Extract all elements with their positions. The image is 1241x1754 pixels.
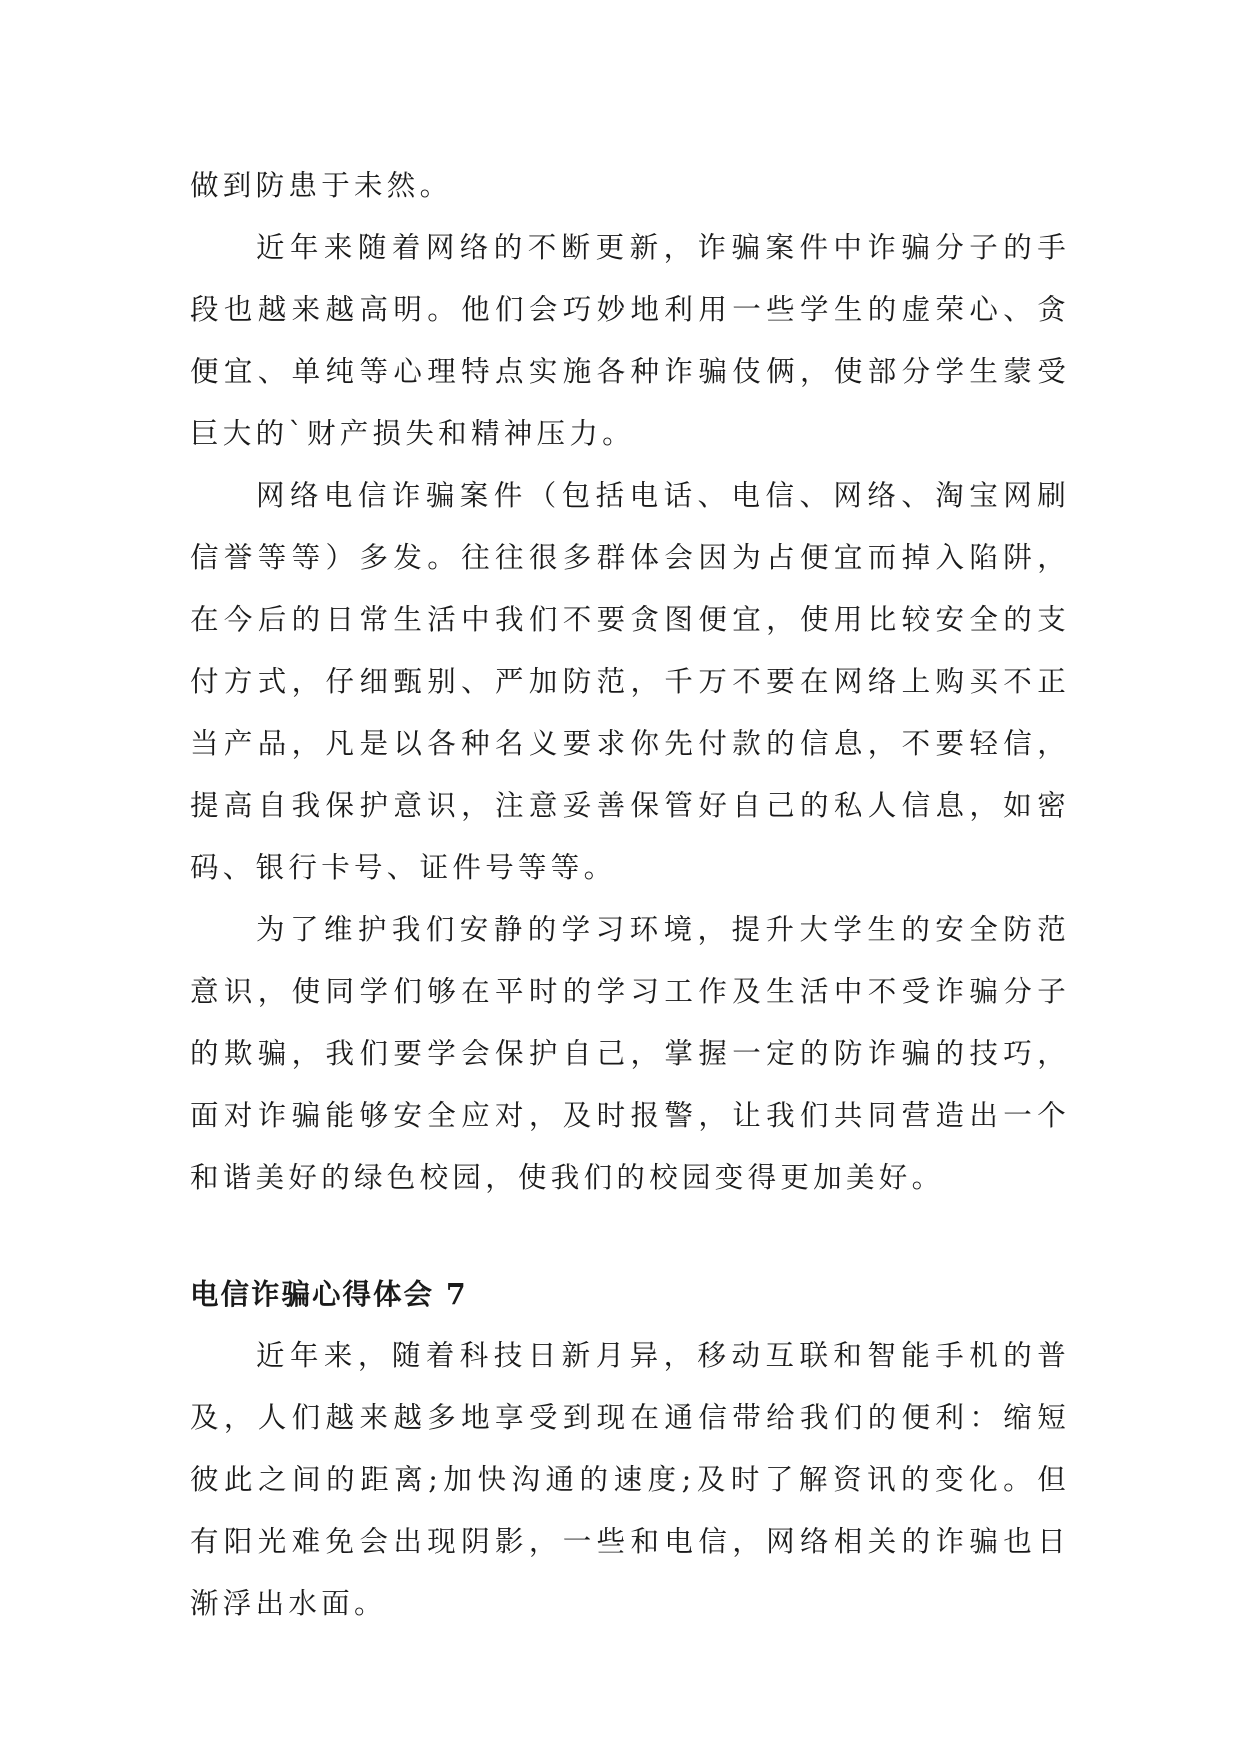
paragraph-telecom-fraud-cases: 网络电信诈骗案件（包括电话、电信、网络、淘宝网刷信誉等等）多发。往往很多群体会因为占便宜而掉入陷阱，在今后的日常生活中我们不要贪图便宜，使用比较安全的支付方式，仔细甄别、严加防范，千万不要在网络上购买不正当产品，凡是以各种名义要求你先付款的信息，不要轻信，提高自我保护意识，注意妥善保管好自己的私人信息，如密码、银行卡号、证件号等等。 [190,479,1070,884]
paragraph-campus-safety: 为了维护我们安静的学习环境，提升大学生的安全防范意识，使同学们够在平时的学习工作及生活中不受诈骗分子的欺骗，我们要学会保护自己，掌握一定的防诈骗的技巧，面对诈骗能够安全应对，及时报警，让我们共同营造出一个和谐美好的绿色校园，使我们的校园变得更加美好。 [190,913,1070,1194]
paragraph-technology-intro: 近年来，随着科技日新月异，移动互联和智能手机的普及，人们越来越多地享受到现在通信带给我们的便利：缩短彼此之间的距离;加快沟通的速度;及时了解资讯的变化。但有阳光难免会出现阴影，一些和电信，网络相关的诈骗也日渐浮出水面。 [190,1339,1070,1620]
text-column [190,155,1070,1635]
paragraph-fraud-methods: 近年来随着网络的不断更新，诈骗案件中诈骗分子的手段也越来越高明。他们会巧妙地利用一些学生的虚荣心、贪便宜、单纯等心理特点实施各种诈骗伎俩，使部分学生蒙受巨大的`财产损失和精神压力。 [190,231,1070,450]
paragraph-continuation: 做到防患于未然。 [190,169,453,202]
section-heading: 电信诈骗心得体会 7 [190,1277,468,1311]
